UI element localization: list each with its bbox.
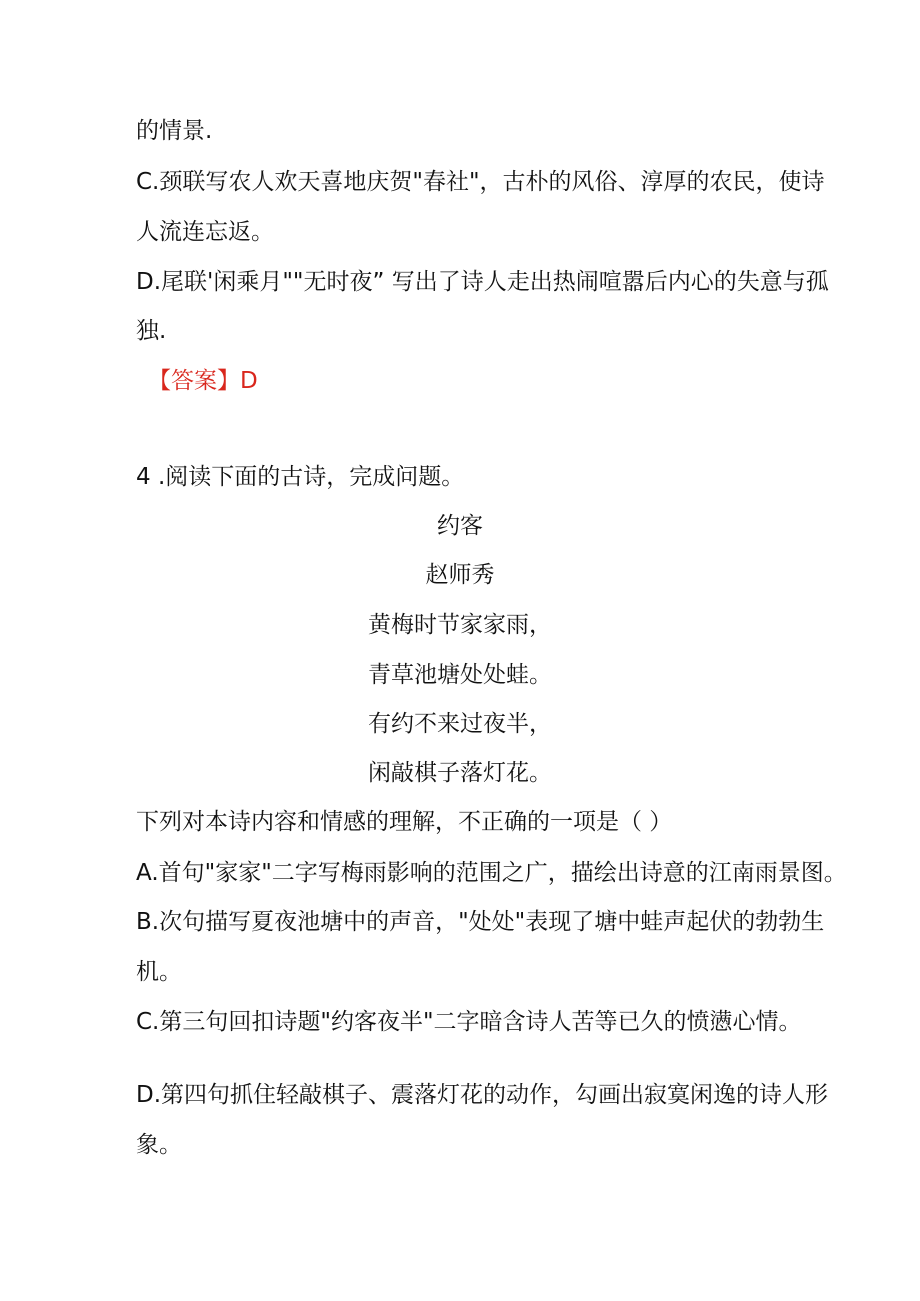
- answer-label: 【答案】D: [148, 368, 258, 394]
- poem-line-4: 闲敲棋子落灯花。: [368, 760, 552, 786]
- option-b-line1: B.次句描写夏夜池塘中的声音，"处处"表现了塘中蛙声起伏的勃勃生: [136, 909, 825, 935]
- prev-option-c-line1: C.颈联写农人欢天喜地庆贺"春社"，古朴的风俗、淳厚的农民，使诗: [136, 169, 825, 195]
- poem-line-3: 有约不来过夜半，: [368, 711, 552, 737]
- option-d-line1: D.第四句抓住轻敲棋子、震落灯花的动作，勾画出寂寞闲逸的诗人形: [136, 1082, 829, 1108]
- question-4-prompt: 4 .阅读下面的古诗，完成问题。: [136, 464, 465, 490]
- option-a: A.首句"家家"二字写梅雨影响的范围之广，描绘出诗意的江南雨景图。: [136, 860, 847, 886]
- poem-title: 约客: [437, 513, 483, 539]
- prev-option-b-tail: 的情景.: [136, 118, 213, 144]
- option-b-line2: 机。: [136, 959, 182, 985]
- poem-line-1: 黄梅时节家家雨，: [368, 612, 552, 638]
- option-d-line2: 象。: [136, 1132, 182, 1158]
- question-instruction: 下列对本诗内容和情感的理解，不正确的一项是（ ）: [136, 809, 673, 835]
- option-c: C.第三句回扣诗题"约客夜半"二字暗含诗人苦等已久的愤懑心情。: [136, 1009, 802, 1035]
- poem-line-2: 青草池塘处处蛙。: [368, 662, 552, 688]
- prev-option-d-line1: D.尾联'闲乘月""无时夜” 写出了诗人走出热闹喧嚣后内心的失意与孤: [136, 269, 829, 295]
- prev-option-c-line2: 人流连忘返。: [136, 219, 274, 245]
- prev-option-d-line2: 独.: [136, 318, 167, 344]
- poem-author: 赵师秀: [425, 562, 495, 588]
